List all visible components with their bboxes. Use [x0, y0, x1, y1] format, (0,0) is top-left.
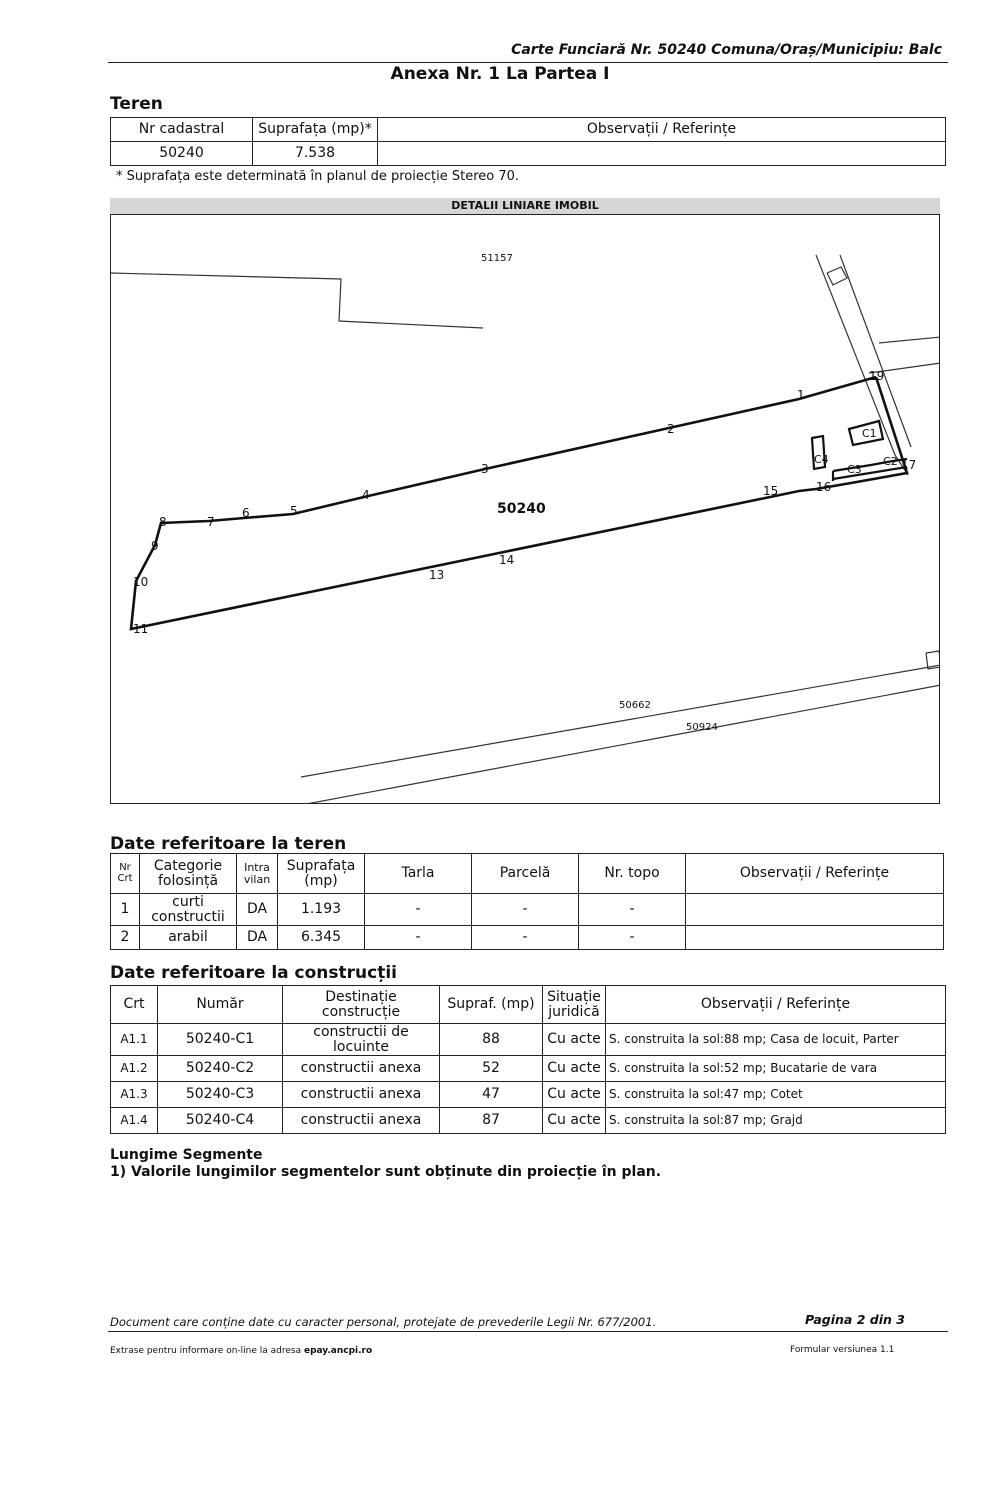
point-label: 10: [133, 575, 149, 589]
constr-cell: 47: [440, 1082, 543, 1108]
table-row: [111, 894, 944, 926]
table-row: [111, 926, 944, 950]
land-cell: -: [579, 926, 686, 950]
footer-legal: Document care conține date cu caracter personal, protejate de prevederile Legii Nr. 677/2001.: [110, 1315, 657, 1329]
point-label: 5: [290, 504, 298, 518]
constr-cell: Cu acte: [543, 1024, 606, 1056]
point-label: 7: [207, 515, 215, 529]
map-label-top: 51157: [481, 253, 513, 264]
table-row: [111, 1108, 946, 1134]
point-label: 4: [362, 488, 370, 502]
point-label: 11: [133, 622, 149, 636]
map-label-center: 50240: [497, 501, 546, 517]
parcel-map-svg: [111, 215, 940, 804]
point-label: 16: [816, 480, 832, 494]
land-header: Observații / Referințe: [686, 854, 944, 894]
land-title: Date referitoare la teren: [110, 834, 347, 854]
teren-title: Teren: [110, 94, 163, 114]
constr-header: Crt: [111, 986, 158, 1024]
land-cell: DA: [237, 926, 278, 950]
constr-cell: 50240-C2: [158, 1056, 283, 1082]
page-number: Pagina 2 din 3: [805, 1312, 905, 1327]
teren-header: Nr cadastral: [111, 118, 253, 142]
constr-cell: constructii anexa: [283, 1082, 440, 1108]
land-cell: -: [365, 926, 472, 950]
segments-note: 1) Valorile lungimilor segmentelor sunt obținute din proiecție în plan.: [110, 1164, 662, 1180]
land-cell: -: [579, 894, 686, 926]
point-label: 9: [151, 539, 159, 553]
land-cell: 6.345: [278, 926, 365, 950]
constr-header: Destinație construcție: [283, 986, 440, 1024]
land-cell: 1.193: [278, 894, 365, 926]
constr-cell: Cu acte: [543, 1056, 606, 1082]
constr-cell: 50240-C4: [158, 1108, 283, 1134]
footer-extract-prefix: Extrase pentru informare on-line la adresa: [110, 1346, 304, 1356]
point-label: 8: [159, 515, 167, 529]
land-cell: curti constructii: [140, 894, 237, 926]
constr-cell: Cu acte: [543, 1082, 606, 1108]
constr-title: Date referitoare la construcții: [110, 963, 397, 983]
building-label: C2: [883, 455, 898, 468]
cadastral-header: Carte Funciară Nr. 50240 Comuna/Oraș/Municipiu: Balc: [511, 42, 942, 58]
building-label: C1: [862, 427, 877, 440]
map-strip: [110, 198, 940, 214]
land-header: Nr. topo: [579, 854, 686, 894]
land-cell: [686, 926, 944, 950]
constr-header: Număr: [158, 986, 283, 1024]
land-header: Nr Crt: [111, 854, 140, 894]
map-strip-title: DETALII LINIARE IMOBIL: [451, 199, 599, 212]
constr-header: Situație juridică: [543, 986, 606, 1024]
teren-cell: [378, 142, 946, 166]
teren-cell: 50240: [111, 142, 253, 166]
point-label: 1: [797, 388, 805, 402]
constr-cell: constructii anexa: [283, 1056, 440, 1082]
land-cell: 1: [111, 894, 140, 926]
header-rule: [108, 62, 948, 63]
annex-title: Anexa Nr. 1 La Partea I: [390, 64, 610, 84]
constr-cell: constructii anexa: [283, 1108, 440, 1134]
constr-cell: A1.3: [111, 1082, 158, 1108]
segments-title: Lungime Segmente: [110, 1147, 263, 1163]
land-cell: arabil: [140, 926, 237, 950]
teren-table: [110, 117, 946, 166]
constr-cell: 88: [440, 1024, 543, 1056]
constr-cell: A1.2: [111, 1056, 158, 1082]
table-row: [111, 1024, 946, 1056]
constr-cell: A1.4: [111, 1108, 158, 1134]
teren-header: Observații / Referințe: [378, 118, 946, 142]
land-cell: 2: [111, 926, 140, 950]
teren-cell: 7.538: [253, 142, 378, 166]
land-cell: [686, 894, 944, 926]
land-cell: -: [365, 894, 472, 926]
surface-note: * Suprafața este determinată în planul de proiecție Stereo 70.: [116, 169, 520, 184]
constr-header: Observații / Referințe: [606, 986, 946, 1024]
constr-cell: S. construita la sol:47 mp; Cotet: [606, 1082, 946, 1108]
constr-cell: S. construita la sol:87 mp; Grajd: [606, 1108, 946, 1134]
land-header: Tarla: [365, 854, 472, 894]
constr-cell: S. construita la sol:88 mp; Casa de locuit, Parter: [606, 1024, 946, 1056]
point-label: 13: [429, 568, 445, 582]
point-label: 2: [667, 422, 675, 436]
constr-cell: 50240-C3: [158, 1082, 283, 1108]
teren-header: Suprafața (mp)*: [253, 118, 378, 142]
footer-rule: [108, 1331, 948, 1332]
land-cell: -: [472, 894, 579, 926]
land-table: [110, 853, 944, 950]
constr-table: [110, 985, 946, 1134]
constr-cell: 50240-C1: [158, 1024, 283, 1056]
point-label: 14: [499, 553, 515, 567]
map-label-l2: 50924: [686, 722, 718, 733]
point-label: 17: [901, 458, 917, 472]
point-label: 6: [242, 506, 250, 520]
footer-extract-site: epay.ancpi.ro: [303, 1346, 373, 1356]
constr-cell: Cu acte: [543, 1108, 606, 1134]
land-cell: -: [472, 926, 579, 950]
constr-cell: A1.1: [111, 1024, 158, 1056]
land-header: Parcelă: [472, 854, 579, 894]
constr-cell: constructii de locuinte: [283, 1024, 440, 1056]
point-label: 3: [481, 462, 489, 476]
land-header: Suprafața (mp): [278, 854, 365, 894]
table-row: [111, 1082, 946, 1108]
footer-extract: [110, 1346, 372, 1356]
constr-cell: 52: [440, 1056, 543, 1082]
map-label-l1: 50662: [619, 700, 651, 711]
point-label: 19: [869, 369, 885, 383]
building-label: C3: [847, 463, 862, 476]
land-header: Intra vilan: [237, 854, 278, 894]
table-row: [111, 1056, 946, 1082]
constr-cell: 87: [440, 1108, 543, 1134]
constr-cell: S. construita la sol:52 mp; Bucatarie de vara: [606, 1056, 946, 1082]
land-header: Categorie folosință: [140, 854, 237, 894]
form-version: Formular versiunea 1.1: [790, 1345, 895, 1355]
building-label: C4: [814, 453, 829, 466]
constr-header: Supraf. (mp): [440, 986, 543, 1024]
parcel-map: [110, 214, 940, 804]
land-cell: DA: [237, 894, 278, 926]
point-label: 15: [763, 484, 779, 498]
